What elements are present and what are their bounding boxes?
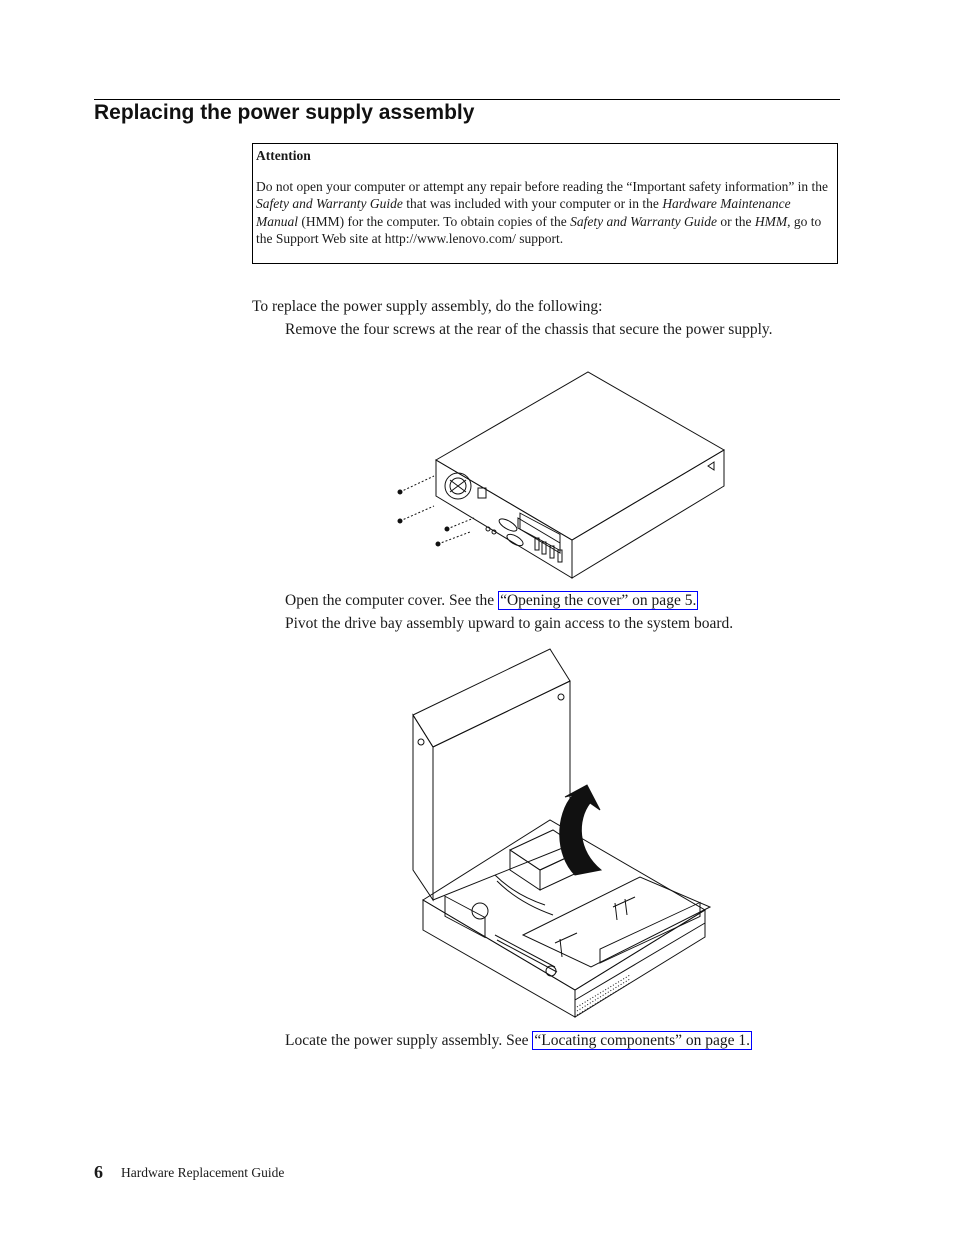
step-2-text — [285, 591, 698, 610]
attention-guide-ref: Safety and Warranty Guide — [256, 196, 403, 211]
chassis-rear-screws-figure — [390, 368, 730, 583]
attention-text: Do not open your computer or attempt any repair before reading the “Important safety information” in the — [256, 178, 829, 194]
attention-text: (HMM) for the computer. To obtain copies of the — [298, 213, 571, 229]
intro-text: To replace the power supply assembly, do the following: — [252, 298, 603, 315]
section-title: Replacing the power supply assembly — [94, 101, 475, 124]
attention-body — [256, 178, 834, 248]
step-2-label: Open the computer cover. See the — [285, 592, 499, 609]
attention-text: , go to the Support Web site at http://www.lenovo.com/ support. — [256, 213, 822, 246]
step-4-label: Locate the power supply assembly. See — [285, 1032, 533, 1049]
opening-cover-link[interactable]: “Opening the cover” on page 5. — [500, 592, 697, 609]
attention-hmm-ref: HMM — [754, 213, 788, 229]
step-1-text: Remove the four screws at the rear of the chassis that secure the power supply. — [285, 321, 773, 338]
attention-guide-ref: Safety and Warranty Guide — [570, 213, 717, 229]
attention-heading: Attention — [256, 148, 311, 163]
drive-bay-pivot-figure — [405, 645, 715, 1020]
step-3-text: Pivot the drive bay assembly upward to gain access to the system board. — [285, 615, 734, 632]
attention-text: or the — [716, 213, 755, 229]
page-number: 6 — [94, 1162, 103, 1182]
section-rule — [94, 99, 840, 100]
attention-notice — [252, 143, 838, 264]
locating-components-link[interactable]: “Locating components” on page 1. — [534, 1032, 750, 1049]
attention-manual-ref: Hardware Maintenance Manual — [256, 196, 791, 229]
guide-title: Hardware Replacement Guide — [121, 1165, 285, 1180]
attention-text: that was included with your computer or in the — [402, 196, 663, 211]
step-4-text — [285, 1031, 752, 1050]
